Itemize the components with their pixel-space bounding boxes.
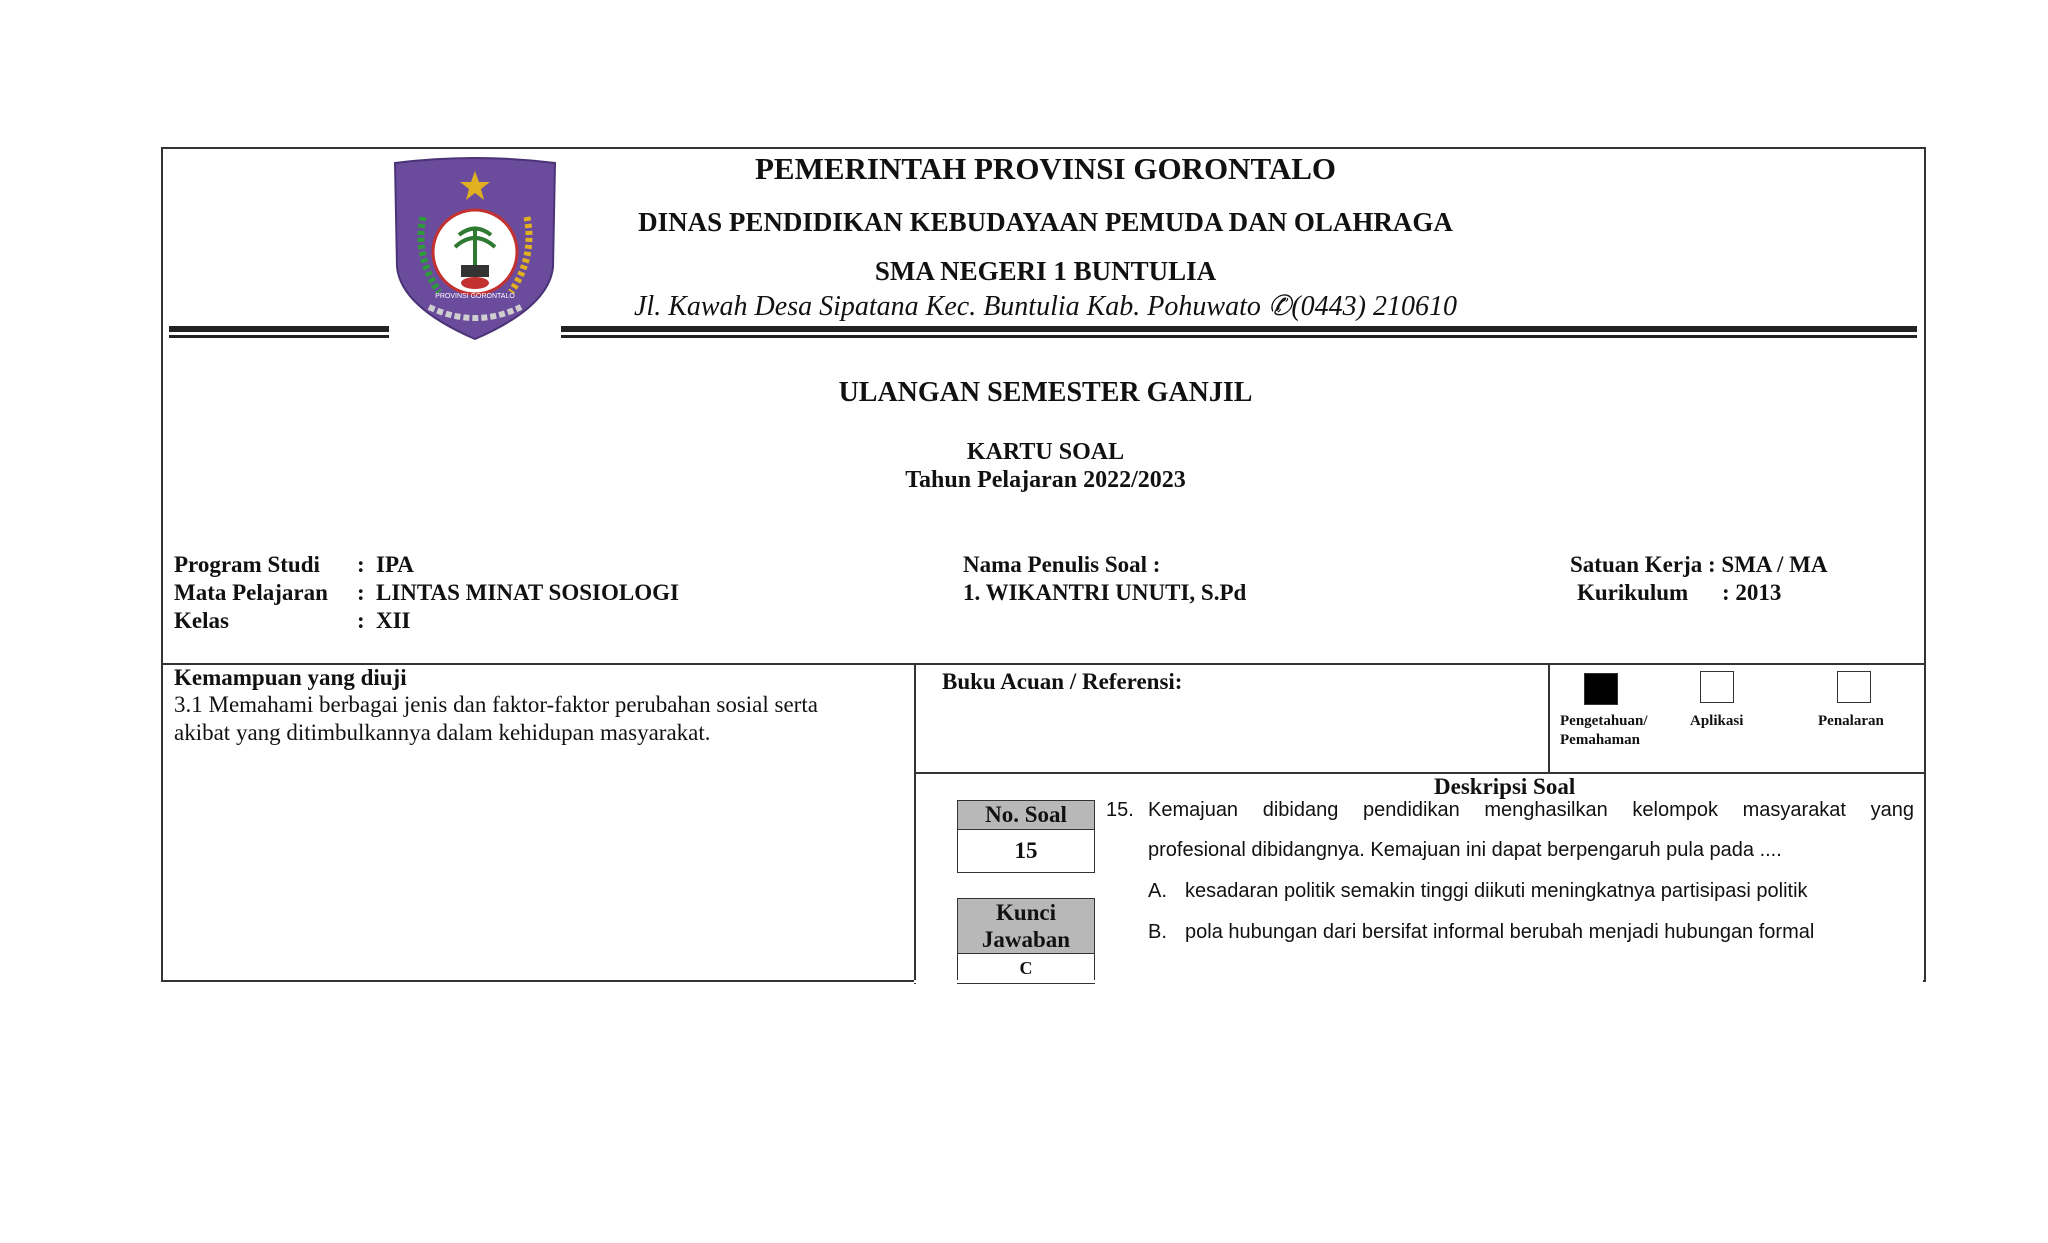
answer-key-value: C xyxy=(957,953,1095,984)
question-number-value: 15 xyxy=(957,829,1095,873)
class-colon: : xyxy=(357,608,365,633)
writer-label: Nama Penulis Soal : xyxy=(963,552,1161,577)
subject-label: Mata Pelajaran xyxy=(174,580,328,605)
phone-icon: ✆ xyxy=(1267,291,1292,322)
program-label: Program Studi xyxy=(174,552,320,577)
academic-year: Tahun Pelajaran 2022/2023 xyxy=(905,467,1186,493)
level-knowledge-label xyxy=(1560,712,1648,750)
writer-value: 1. WIKANTRI UNUTI, S.Pd xyxy=(963,580,1247,605)
left-column-rule xyxy=(914,663,916,984)
header-rule-left-thick xyxy=(169,326,389,332)
program-value: IPA xyxy=(376,552,414,577)
unit-label: Satuan Kerja : SMA / MA xyxy=(1570,552,1828,577)
curriculum-value: : 2013 xyxy=(1722,580,1782,605)
government-title: PEMERINTAH PROVINSI GORONTALO xyxy=(754,151,1336,186)
description-title: Deskripsi Soal xyxy=(1434,774,1576,799)
school-title: SMA NEGERI 1 BUNTULIA xyxy=(874,256,1217,286)
reference-title: Buku Acuan / Referensi: xyxy=(942,669,1183,694)
answer-key-label-2: Jawaban xyxy=(981,927,1071,952)
level-application-checkbox[interactable] xyxy=(1700,671,1734,703)
address-text: Jl. Kawah Desa Sipatana Kec. Buntulia Kab. Pohuwato xyxy=(634,291,1261,322)
option-b-letter: B. xyxy=(1148,921,1167,943)
class-label: Kelas xyxy=(174,608,229,633)
reference-bottom-rule xyxy=(914,772,1926,774)
exam-title: ULANGAN SEMESTER GANJIL xyxy=(838,377,1253,408)
class-value: XII xyxy=(376,608,411,633)
question-stem-line-1: Kemajuan dibidang pendidikan menghasilkan kelompok masyarakat yang xyxy=(1148,799,1914,821)
info-bottom-rule xyxy=(163,663,1926,665)
header-rule-right-thin xyxy=(561,335,1917,338)
option-b-text: pola hubungan dari bersifat informal berubah menjadi hubungan formal xyxy=(1185,921,1815,943)
program-colon: : xyxy=(357,552,365,577)
competence-line-2: akibat yang ditimbulkannya dalam kehidupan masyarakat. xyxy=(174,720,711,745)
question-stem-line-2: profesional dibidangnya. Kemajuan ini dapat berpengaruh pula pada .... xyxy=(1148,839,1782,861)
question-card xyxy=(161,147,1926,982)
question-number-header: No. Soal xyxy=(957,800,1095,830)
address-line xyxy=(163,289,1928,323)
card-title: KARTU SOAL xyxy=(966,439,1125,465)
level-reasoning-label: Penalaran xyxy=(1818,713,1884,729)
level-reasoning-checkbox[interactable] xyxy=(1837,671,1871,703)
header-rule-left-thin xyxy=(169,335,389,338)
competence-title: Kemampuan yang diuji xyxy=(174,665,407,690)
level-knowledge-label-2: Pemahaman xyxy=(1560,732,1640,748)
open-bottom-mask xyxy=(914,980,1923,983)
logo-ribbon-text: PROVINSI GORONTALO xyxy=(435,293,515,300)
header-rule-right-thick xyxy=(561,326,1917,332)
level-knowledge-checkbox[interactable] xyxy=(1584,673,1618,705)
reference-right-rule xyxy=(1548,663,1550,773)
department-title: DINAS PENDIDIKAN KEBUDAYAAN PEMUDA DAN OLAHRAGA xyxy=(638,207,1453,237)
question-number: 15. xyxy=(1106,799,1134,821)
subject-value: LINTAS MINAT SOSIOLOGI xyxy=(376,580,679,605)
competence-line-1: 3.1 Memahami berbagai jenis dan faktor-faktor perubahan sosial serta xyxy=(174,692,818,717)
level-application-label: Aplikasi xyxy=(1690,713,1744,729)
answer-key-label-1: Kunci xyxy=(995,900,1057,925)
curriculum-label: Kurikulum xyxy=(1577,580,1689,605)
option-a-text: kesadaran politik semakin tinggi diikuti meningkatnya partisipasi politik xyxy=(1185,880,1808,902)
subject-colon: : xyxy=(357,580,365,605)
phone-number: (0443) 210610 xyxy=(1291,291,1457,322)
level-knowledge-label-1: Pengetahuan/ xyxy=(1560,713,1648,729)
answer-key-header xyxy=(957,898,1095,954)
option-a-letter: A. xyxy=(1148,880,1167,902)
